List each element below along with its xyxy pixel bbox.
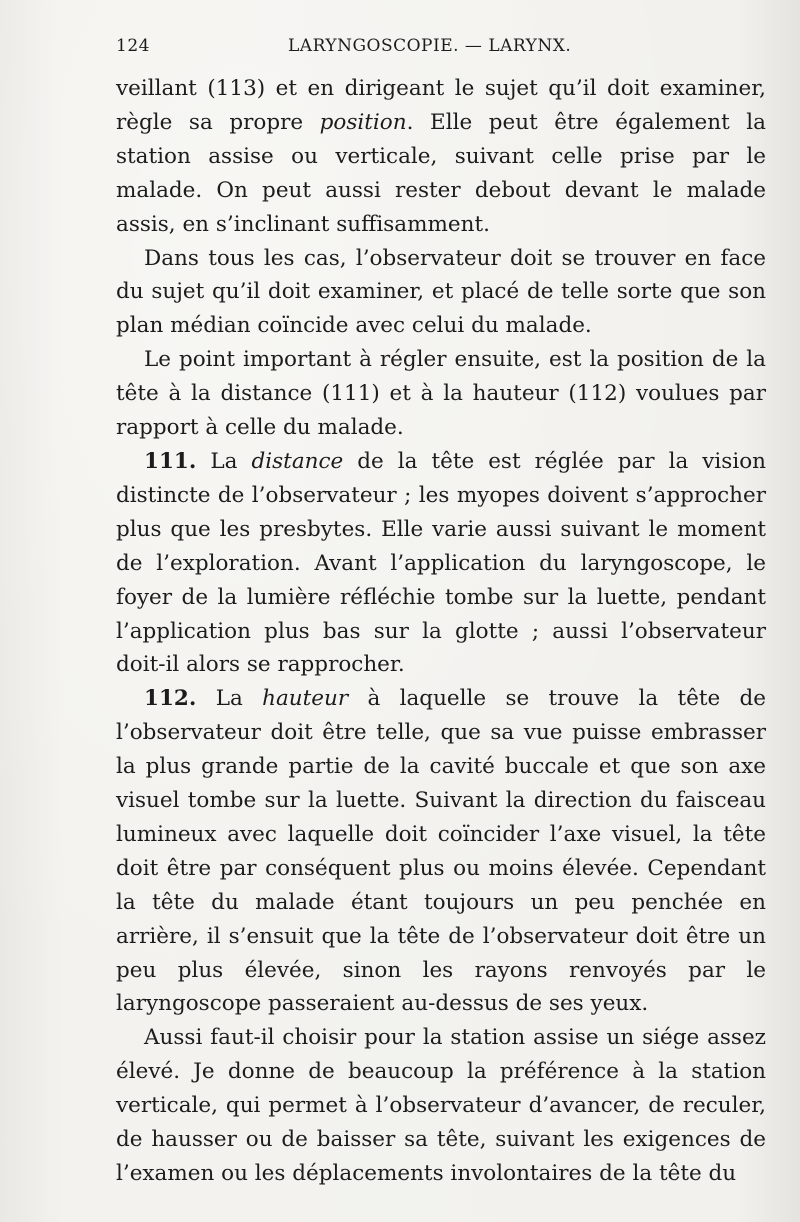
body-text <box>116 72 766 1191</box>
italic-term: position <box>319 109 407 135</box>
section-number: 112. <box>144 686 197 712</box>
paragraph <box>116 343 766 445</box>
text-run: . Elle peut être également la station assise ou verticale, suivant celle prise par le malade. On peut aussi rester debout devant le malade assis, en s’inclinant suffisamment. <box>116 109 766 237</box>
text-run: veillant (113) et en dirigeant le sujet qu’il doit examiner, règle sa propre <box>116 76 766 135</box>
text-run: La <box>196 448 252 474</box>
text-run: de la tête est réglée par la vision distincte de l’observateur ; les myopes doivent s’approcher plus que les presbytes. Elle varie aussi suivant le moment de l’exploration. Avant l’application du laryngoscope, le foyer de la lumière réfléchie tombe sur la luette, pendant l’application plus bas sur la glotte ; aussi l’observateur doit-il alors se rapprocher. <box>116 448 767 678</box>
paragraph <box>116 242 766 344</box>
text-run: La <box>196 686 263 712</box>
section-111-paragraph <box>116 445 766 682</box>
text-run: à laquelle se trouve la tête de l’observateur doit être telle, que sa vue puisse embrasser la plus grande partie de la cavité buccale et que son axe visuel tombe sur la luette. Suivant la direction du faisceau lumineux avec laquelle doit coïncider l’axe visuel, la tête doit être par conséquent plus ou moins élevée. Cependant la tête du malade étant toujours un peu penchée en arrière, il s’ensuit que la tête de l’observateur doit être un peu plus élevée, sinon les rayons renvoyés par le laryngoscope passeraient au-dessus de ses yeux. <box>116 686 767 1017</box>
paragraph <box>116 1021 766 1191</box>
text-run: Le point important à régler ensuite, est la position de la tête à la distance (111) et à la hauteur (112) voulues par rapport à celle du malade. <box>116 347 766 441</box>
section-112-paragraph <box>116 682 766 1021</box>
paragraph-continuation <box>116 72 766 242</box>
section-number: 111. <box>144 448 197 474</box>
italic-term: hauteur <box>262 686 349 712</box>
italic-term: distance <box>251 448 344 474</box>
text-run: Dans tous les cas, l’observateur doit se trouver en face du sujet qu’il doit examiner, et placé de telle sorte que son plan médian coïncide avec celui du malade. <box>116 245 766 339</box>
text-run: Aussi faut-il choisir pour la station assise un siége assez élevé. Je donne de beaucoup la préférence à la station verticale, qui permet à l’observateur d’avancer, de reculer, de hausser ou de baisser sa tête, suivant les exigences de l’examen ou les déplacements involontaires de la tête du <box>116 1025 766 1186</box>
running-header <box>116 36 696 62</box>
page-number: 124 <box>116 36 150 56</box>
running-title: LARYNGOSCOPIE. — LARYNX. <box>288 36 572 56</box>
